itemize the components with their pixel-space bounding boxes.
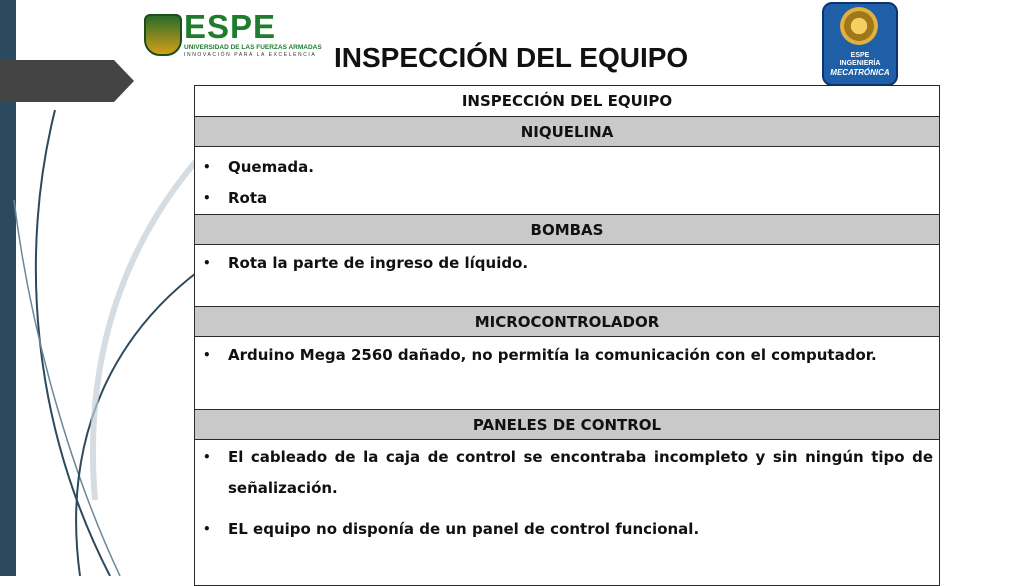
list-item: • El cableado de la caja de control se encontraba incompleto y sin ningún tipo de señalización. xyxy=(195,442,939,504)
mecatronica-badge xyxy=(822,2,898,86)
espe-logo-subtitle: UNIVERSIDAD DE LAS FUERZAS ARMADAS xyxy=(184,44,322,51)
section-header-bombas: BOMBAS xyxy=(195,215,940,245)
section-body-bombas xyxy=(195,245,940,307)
bullet-icon: • xyxy=(203,160,211,174)
bullet-icon: • xyxy=(203,256,211,270)
list-item: • Arduino Mega 2560 dañado, no permitía la comunicación con el computador. xyxy=(195,340,939,371)
list-item: • Rota xyxy=(195,183,939,214)
section-header-niquelina: NIQUELINA xyxy=(195,117,940,147)
section-header-microcontrolador: MICROCONTROLADOR xyxy=(195,307,940,337)
table-header: INSPECCIÓN DEL EQUIPO xyxy=(195,86,940,117)
list-item: • EL equipo no disponía de un panel de control funcional. xyxy=(195,514,939,545)
section-body-microcontrolador xyxy=(195,337,940,410)
arrow-tab xyxy=(0,60,134,102)
bullet-icon: • xyxy=(203,191,211,205)
badge-line3: MECATRÓNICA xyxy=(830,68,890,77)
bullet-icon: • xyxy=(203,522,211,536)
gear-icon xyxy=(840,7,878,45)
slide-title: INSPECCIÓN DEL EQUIPO xyxy=(334,42,689,73)
section-body-niquelina xyxy=(195,147,940,215)
inspection-table xyxy=(194,85,940,586)
list-item: • Rota la parte de ingreso de líquido. xyxy=(195,248,939,279)
espe-logo-motto: INNOVACIÓN PARA LA EXCELENCIA xyxy=(184,52,317,58)
espe-logo-text: ESPE xyxy=(184,8,277,45)
section-body-paneles-de-control xyxy=(195,440,940,586)
badge-line2: INGENIERÍA xyxy=(839,60,881,67)
bullet-icon: • xyxy=(203,450,211,464)
bullet-icon: • xyxy=(203,348,211,362)
badge-line1: ESPE xyxy=(850,52,870,59)
section-header-paneles-de-control: PANELES DE CONTROL xyxy=(195,410,940,440)
list-item: • Quemada. xyxy=(195,152,939,183)
espe-seal-icon xyxy=(144,14,182,56)
